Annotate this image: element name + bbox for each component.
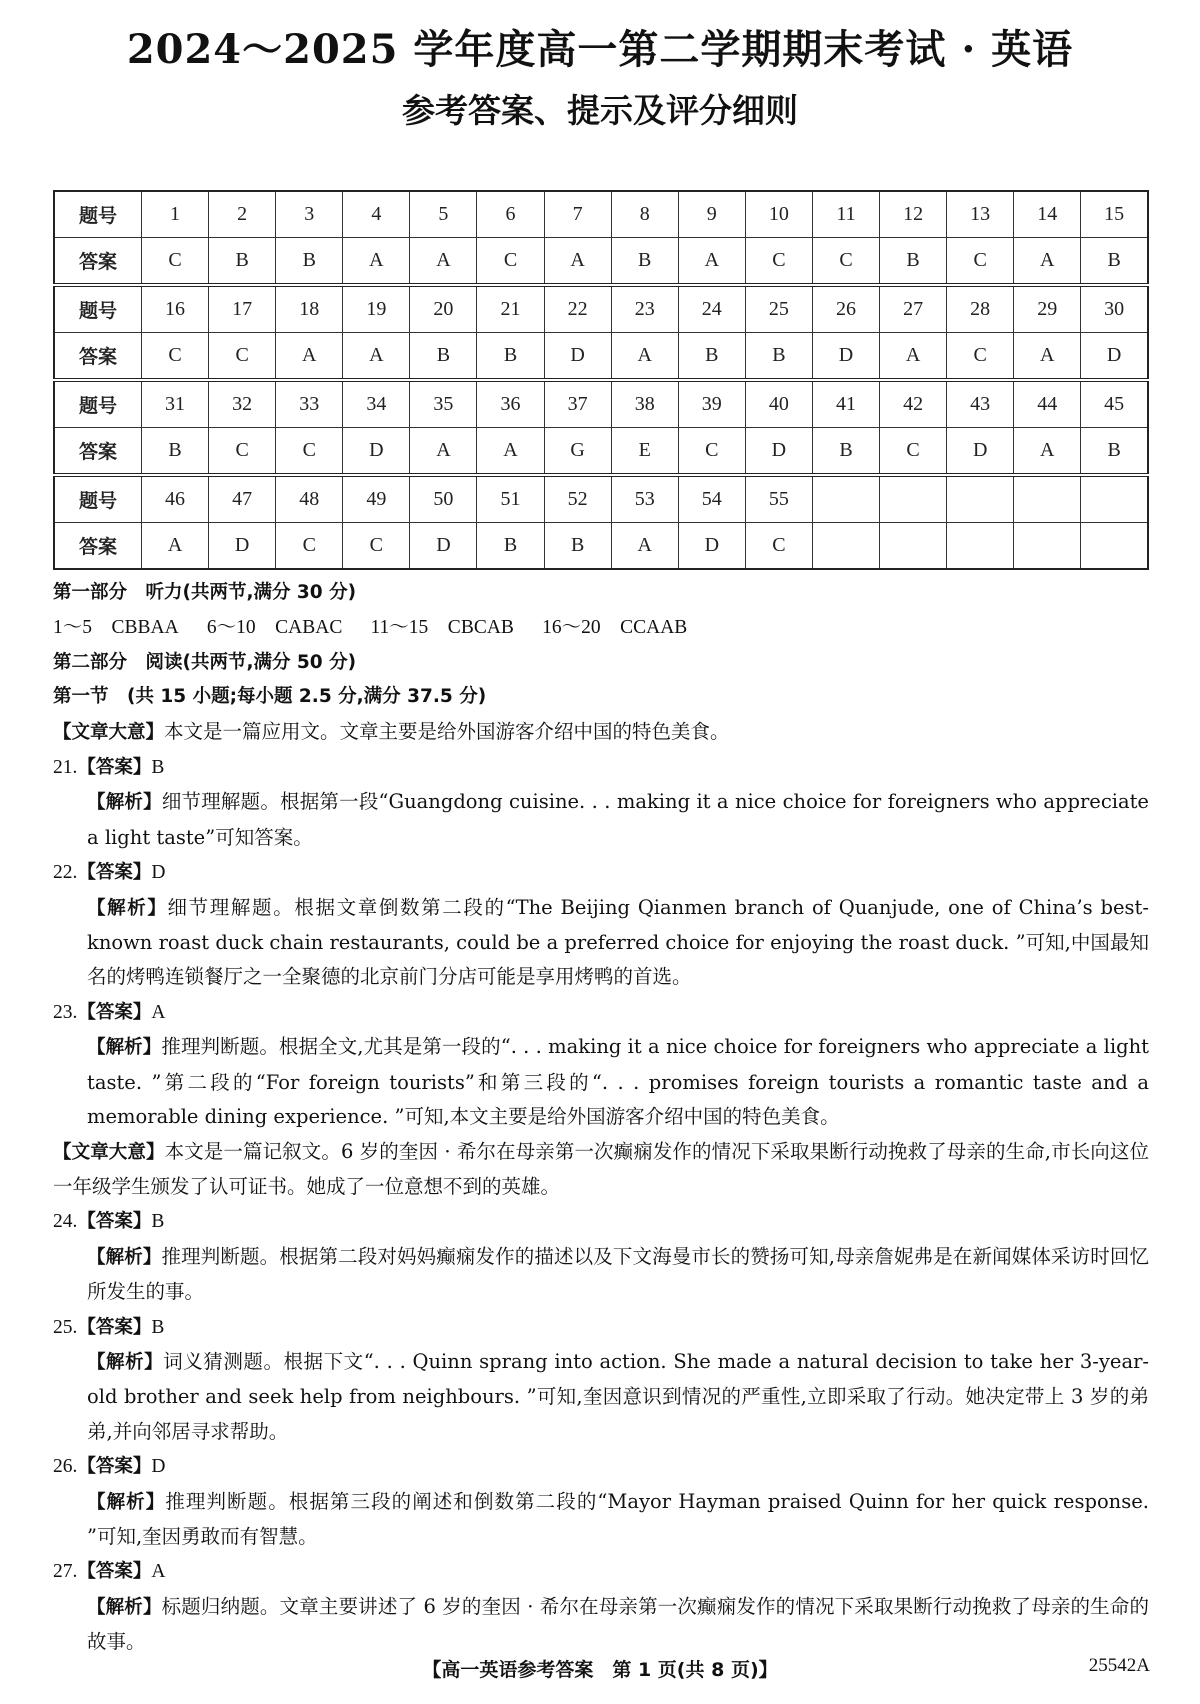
answer-cell: C [745,523,812,570]
answer-cell: C [142,333,209,381]
answer-cell: B [142,428,209,476]
answer-cell: A [343,238,410,286]
question-number-cell: 6 [477,191,544,238]
question-number: 27. [53,1561,78,1583]
section1-heading: 第一节 (共 15 小题;每小题 2.5 分,满分 37.5 分) [53,686,487,708]
answer-cell: D [678,523,745,570]
question-number-cell: 29 [1014,285,1081,333]
answer-cell [880,523,947,570]
answer-cell: A [477,428,544,476]
part1-heading: 第一部分 听力(共两节,满分 30 分) [53,582,357,603]
question-number-cell [1014,475,1081,523]
question-number-cell: 46 [142,475,209,523]
question-number-cell: 33 [276,380,343,428]
analysis-label: 【解析】 [87,1037,162,1059]
answer-label: 【答案】 [77,1211,152,1233]
question-number-cell: 11 [812,191,879,238]
answer-cell: B [678,333,745,381]
question-number: 24. [53,1211,78,1233]
answer-row [54,333,1148,381]
answer-cell: C [276,523,343,570]
question-number-cell: 1 [142,191,209,238]
answer-cell: D [812,333,879,381]
answer-cell: A [1014,333,1081,381]
question-number-cell: 48 [276,475,343,523]
question-number-cell: 45 [1081,380,1148,428]
page-title: 2024～2025 学年度高一第二学期期末考试 · 英语 [126,26,1074,73]
answer-cell: E [611,428,678,476]
question-number-cell: 25 [745,285,812,333]
question-number-cell: 43 [947,380,1014,428]
question-number-cell: 24 [678,285,745,333]
answer-cell: D [343,428,410,476]
answer-cell: C [209,428,276,476]
content-body [53,576,1149,1660]
question-number-cell: 42 [880,380,947,428]
answer-cell: B [745,333,812,381]
question-number-cell: 36 [477,380,544,428]
summary-label: 【文章大意】 [53,1141,165,1163]
answer-cell: A [678,238,745,286]
question-number-cell: 49 [343,475,410,523]
analysis-label: 【解析】 [87,1246,162,1268]
question-number-cell [947,475,1014,523]
answer-cell: B [477,333,544,381]
answer-cell: C [209,333,276,381]
row-label: 答案 [54,333,142,381]
question-number-cell: 2 [209,191,276,238]
answer-value: A [151,1561,166,1583]
question-number-cell: 16 [142,285,209,333]
question-number: 22. [53,862,78,884]
answer-cell: D [947,428,1014,476]
question-number-cell: 54 [678,475,745,523]
summary-text: 本文是一篇应用文。文章主要是给外国游客介绍中国的特色美食。 [164,719,730,743]
answer-cell: B [410,333,477,381]
listening-answer-group: 6～10 CABAC [206,617,343,639]
answer-cell: A [611,333,678,381]
question-number-cell: 32 [209,380,276,428]
answer-value: A [151,1001,166,1023]
passage-summary [53,715,1149,750]
analysis-text: 标题归纳题。文章主要讲述了 6 岁的奎因 · 希尔在母亲第一次癫痫发作的情况下采取果断行动挽救了母亲的生命的故事。 [87,1594,1149,1654]
question-number-row [54,380,1148,428]
answer-cell: A [1014,238,1081,286]
question-number-cell: 14 [1014,191,1081,238]
listening-answer-group: 11～15 CBCAB [370,617,514,639]
question-number-cell: 26 [812,285,879,333]
analysis-text: 词义猜测题。根据下文“. . . Quinn sprang into action. She made a natural decision to take her 3-year-old brother and seek help from neighbours. ”可知,奎因意识到情况的严重性,立即采取了行动。她决定带上 3 岁的弟弟,并向邻居寻求帮助。 [87,1349,1149,1443]
answer-cell: C [678,428,745,476]
answer-cell: D [1081,333,1148,381]
answer-cell: A [343,333,410,381]
answer-cell: A [880,333,947,381]
question-block [53,995,1149,1135]
answer-value: B [151,1316,165,1338]
analysis-text: 细节理解题。根据文章倒数第二段的“The Beijing Qianmen branch of Quanjude, one of China’s best-known roast duck chain restaurants, could be a preferred choice for enjoying the roast duck. ”可知,中国最知名的烤鸭连锁餐厅之一全聚德的北京前门分店可能是享用烤鸭的首选。 [87,895,1149,989]
question-number-cell: 9 [678,191,745,238]
answer-cell [812,523,879,570]
question-number-cell: 52 [544,475,611,523]
question-number: 21. [53,757,78,779]
answer-cell: C [276,428,343,476]
question-number-cell: 50 [410,475,477,523]
page-footer: 【高一英语参考答案 第 1 页(共 8 页)】 [422,1659,778,1681]
question-number-cell: 23 [611,285,678,333]
question-number-cell: 40 [745,380,812,428]
answer-cell: C [142,238,209,286]
question-number-cell: 3 [276,191,343,238]
answer-cell: D [544,333,611,381]
answer-cell: A [1014,428,1081,476]
question-number-cell: 39 [678,380,745,428]
answer-cell: B [209,238,276,286]
question-number-cell: 8 [611,191,678,238]
question-number-cell: 7 [544,191,611,238]
question-block [53,1554,1149,1659]
row-label: 答案 [54,523,142,570]
answer-row [54,523,1148,570]
row-label: 答案 [54,428,142,476]
question-number-cell: 12 [880,191,947,238]
answer-label: 【答案】 [77,757,152,779]
answer-table [53,190,1149,570]
question-number-cell: 20 [410,285,477,333]
answer-cell: B [276,238,343,286]
answer-cell: C [343,523,410,570]
question-number-cell [812,475,879,523]
analysis-text: 推理判断题。根据全文,尤其是第一段的“. . . making it a nice choice for foreigners who appreciate a light taste. ”第二段的“For foreign tourists”和第三段的“. . . promises foreign tourists a romantic taste and a memorable dining experience. ”可知,本文主要是给外国游客介绍中国的特色美食。 [87,1035,1149,1129]
question-number-row [54,285,1148,333]
answer-row [54,238,1148,286]
answer-cell: A [276,333,343,381]
question-number-cell: 51 [477,475,544,523]
question-number: 23. [53,1001,78,1023]
analysis-text: 细节理解题。根据第一段“Guangdong cuisine. . . making it a nice choice for foreigners who appreciate a light taste”可知答案。 [87,790,1149,849]
question-number: 26. [53,1456,78,1478]
answer-value: D [151,1456,166,1478]
question-number-cell: 37 [544,380,611,428]
summary-text: 本文是一篇记叙文。6 岁的奎因 · 希尔在母亲第一次癫痫发作的情况下采取果断行动挽救了母亲的生命,市长向这位一年级学生颁发了认可证书。她成了一位意想不到的英雄。 [53,1139,1149,1198]
analysis-label: 【解析】 [87,792,162,814]
question-number-row [54,191,1148,238]
question-number-cell: 4 [343,191,410,238]
question-number-cell: 17 [209,285,276,333]
answer-label: 【答案】 [77,1316,152,1338]
row-label: 题号 [54,191,142,238]
question-block [53,1449,1149,1554]
answer-value: B [151,757,165,779]
answer-cell: A [410,238,477,286]
question-number-cell: 53 [611,475,678,523]
row-label: 题号 [54,380,142,428]
answer-cell: D [209,523,276,570]
part2-heading: 第二部分 阅读(共两节,满分 50 分) [53,651,357,673]
answer-cell: B [812,428,879,476]
answer-cell: B [544,523,611,570]
answer-cell: D [745,428,812,476]
question-number-cell: 47 [209,475,276,523]
question-number-cell: 44 [1014,380,1081,428]
question-number-cell: 38 [611,380,678,428]
question-number-cell: 35 [410,380,477,428]
question-number-row [54,475,1148,523]
answer-cell: D [410,523,477,570]
question-number-cell: 18 [276,285,343,333]
question-number-cell: 31 [142,380,209,428]
question-number-cell: 15 [1081,191,1148,238]
answer-cell: C [947,333,1014,381]
question-number-cell [880,475,947,523]
answer-value: D [151,862,166,884]
listening-answer-group: 16～20 CCAAB [542,617,688,639]
question-number-cell: 21 [477,285,544,333]
passage-summary [53,1135,1149,1205]
analysis-label: 【解析】 [87,1596,162,1618]
answer-label: 【答案】 [77,862,152,884]
analysis-text: 推理判断题。根据第三段的阐述和倒数第二段的“Mayor Hayman praised Quinn for her quick response. ”可知,奎因勇敢而有智慧。 [87,1489,1149,1548]
question-number-cell: 10 [745,191,812,238]
answer-cell: B [1081,238,1148,286]
answer-cell: C [880,428,947,476]
answer-cell: A [142,523,209,570]
answer-cell: C [477,238,544,286]
answer-cell [1014,523,1081,570]
row-label: 答案 [54,238,142,286]
question-number-cell [1081,475,1148,523]
answer-cell: A [544,238,611,286]
question-number-cell: 13 [947,191,1014,238]
passage [53,715,1149,1135]
answer-label: 【答案】 [77,1456,152,1478]
question-number-cell: 5 [410,191,477,238]
summary-label: 【文章大意】 [53,721,165,743]
question-number-cell: 22 [544,285,611,333]
row-label: 题号 [54,475,142,523]
passage [53,1135,1149,1660]
answer-cell: B [880,238,947,286]
answer-cell: A [410,428,477,476]
answer-cell: C [745,238,812,286]
answer-cell: G [544,428,611,476]
answer-value: B [151,1211,165,1233]
answer-cell [1081,523,1148,570]
question-number-cell: 28 [947,285,1014,333]
page-subtitle: 参考答案、提示及评分细则 [402,91,798,130]
answer-cell: B [611,238,678,286]
question-block [53,750,1149,855]
analysis-text: 推理判断题。根据第二段对妈妈癫痫发作的描述以及下文海曼市长的赞扬可知,母亲詹妮弗是在新闻媒体采访时回忆所发生的事。 [87,1244,1149,1304]
analysis-label: 【解析】 [87,897,168,919]
answer-cell: B [477,523,544,570]
question-block [53,1310,1149,1450]
listening-answers [53,610,1149,645]
question-number-cell: 30 [1081,285,1148,333]
analysis-label: 【解析】 [87,1351,164,1373]
document-code: 25542A [1088,1655,1150,1676]
answer-label: 【答案】 [77,1561,152,1583]
answer-row [54,428,1148,476]
question-number: 25. [53,1316,78,1338]
listening-answer-group: 1～5 CBBAA [53,617,179,639]
answer-cell: C [947,238,1014,286]
row-label: 题号 [54,285,142,333]
question-number-cell: 41 [812,380,879,428]
question-number-cell: 19 [343,285,410,333]
answer-label: 【答案】 [77,1001,152,1023]
question-number-cell: 27 [880,285,947,333]
question-block [53,1204,1149,1309]
question-block [53,855,1149,995]
question-number-cell: 34 [343,380,410,428]
question-number-cell: 55 [745,475,812,523]
answer-cell: C [812,238,879,286]
answer-cell: B [1081,428,1148,476]
answer-cell [947,523,1014,570]
analysis-label: 【解析】 [87,1491,166,1513]
answer-cell: A [611,523,678,570]
